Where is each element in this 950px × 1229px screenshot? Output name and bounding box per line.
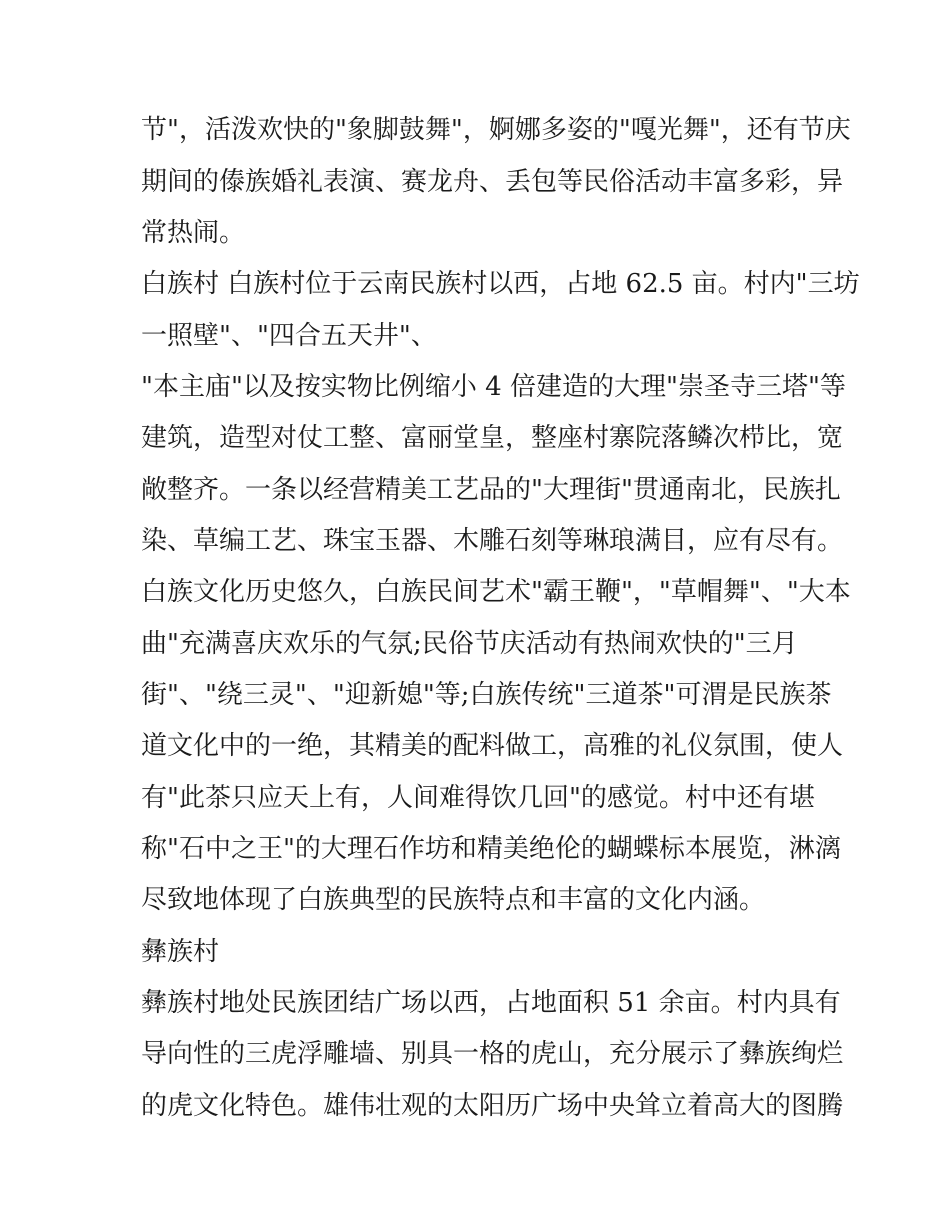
text-line: 曲"充满喜庆欢乐的气氛;民俗节庆活动有热闹欢快的"三月: [141, 629, 798, 659]
text-line: 尽致地体现了白族典型的民族特点和丰富的文化内涵。: [141, 885, 766, 915]
text-line: 敞整齐。一条以经营精美工艺品的"大理街"贯通南北，民族扎: [141, 475, 841, 505]
text-line: 导向性的三虎浮雕墙、别具一格的虎山，充分展示了彝族绚烂: [141, 1039, 844, 1069]
text-line: 称"石中之王"的大理石作坊和精美绝伦的蝴蝶标本展览，淋漓: [141, 834, 841, 864]
text-line: 彝族村地处民族团结广场以西，占地面积 51 余亩。村内具有: [141, 988, 841, 1018]
text-line: 道文化中的一绝，其精美的配料做工，高雅的礼仪氛围，使人: [141, 731, 844, 761]
text-line: 白族村 白族村位于云南民族村以西，占地 62.5 亩。村内"三坊: [141, 269, 860, 299]
text-line: 染、草编工艺、珠宝玉器、木雕石刻等琳琅满目，应有尽有。: [141, 526, 844, 556]
text-line: 白族文化历史悠久，白族民间艺术"霸王鞭"，"草帽舞"、"大本: [141, 577, 851, 607]
text-line: 的虎文化特色。雄伟壮观的太阳历广场中央耸立着高大的图腾: [141, 1091, 844, 1121]
text-line: 期间的傣族婚礼表演、赛龙舟、丢包等民俗活动丰富多彩，异: [141, 167, 844, 197]
text-line: 节"，活泼欢快的"象脚鼓舞"，婀娜多姿的"嘎光舞"，还有节庆: [141, 115, 851, 145]
section-heading: 彝族村: [141, 937, 220, 967]
text-line: 有"此茶只应天上有，人间难得饮几回"的感觉。村中还有堪: [141, 783, 815, 813]
text-line: 街"、"绕三灵"、"迎新媳"等;白族传统"三道茶"可渭是民族茶: [141, 680, 832, 710]
text-line: 常热闹。: [141, 218, 246, 248]
text-line: 一照壁"、"四合五天井"、: [141, 321, 437, 351]
text-line: 建筑，造型对仗工整、富丽堂皇，整座村寨院落鳞次栉比，宽: [141, 423, 844, 453]
text-line: "本主庙"以及按实物比例缩小 4 倍建造的大理"崇圣寺三塔"等: [141, 372, 846, 402]
